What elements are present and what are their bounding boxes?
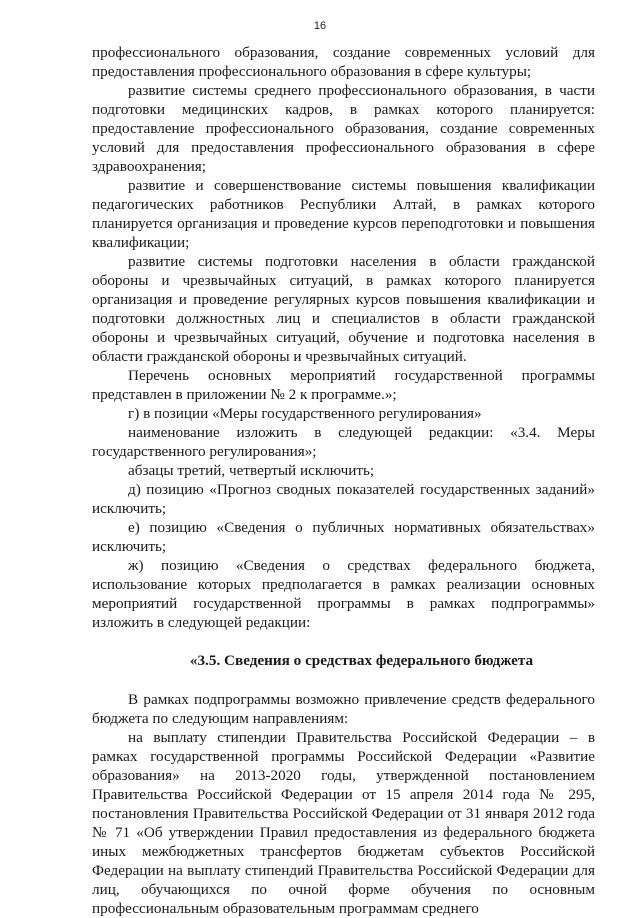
paragraph: г) в позиции «Меры государственного регулирования» [128, 405, 482, 422]
section-heading: «3.5. Сведения о средствах федерального бюджета [189, 652, 534, 669]
paragraph: Перечень основных мероприятий государственной программы представлен в приложении № 2 к программе.»; [92, 367, 595, 403]
paragraph: на выплату стипендии Правительства Российской Федерации – в рамках государственной программы Российской Федерации «Развитие образования» на 2013-2020 годы, утвержденной постановлением Правительства Российской Федерации от 15 апреля 2014 года № 295, постановления Правительства Российской Федерации от 31 января 2012 года № 71 «Об утверждении Правил предоставления из федерального бюджета иных межбюджетных трансфертов бюджетам субъектов Российской Федерации на выплату стипендий Правительства Российской Федерации для лиц, обучающихся по очной форме обучения по основным профессиональным образовательным программам среднего [92, 729, 595, 917]
paragraph: развитие и совершенствование системы повышения квалификации педагогических работников Республики Алтай, в рамках которого планируется организация и проведение курсов переподготовки и повышения квалификации; [92, 177, 595, 251]
paragraph: ж) позицию «Сведения о средствах федерального бюджета, использование которых предполагается в рамках реализации основных мероприятий государственной программы в рамках подпрограммы» изложить в следующей редакции: [92, 557, 595, 631]
document-body [92, 43, 595, 918]
paragraph: д) позицию «Прогноз сводных показателей государственных заданий» исключить; [92, 481, 595, 517]
paragraph: развитие системы подготовки населения в области гражданской обороны и чрезвычайных ситуаций, в рамках которого планируется организация и проведение регулярных курсов повышения квалификации и подготовки должностных лиц и специалистов в области гражданской обороны и чрезвычайных ситуаций, обучение и подготовка населения в области гражданской обороны и чрезвычайных ситуаций. [92, 253, 595, 365]
paragraph: профессионального образования, создание современных условий для предоставления профессионального образования в сфере культуры; [92, 44, 595, 80]
paragraph: е) позицию «Сведения о публичных нормативных обязательствах» исключить; [92, 519, 595, 555]
page-number: 16 [313, 20, 327, 32]
paragraph: В рамках подпрограммы возможно привлечение средств федерального бюджета по следующим направлениям: [92, 691, 595, 727]
paragraph: наименование изложить в следующей редакции: «3.4. Меры государственного регулирования»; [92, 424, 595, 460]
paragraph: развитие системы среднего профессионального образования, в части подготовки медицинских кадров, в рамках которого планируется: предоставление профессионального образования, создание современных условий для предоставления профессионального образования в сфере здравоохранения; [92, 82, 595, 175]
paragraph: абзацы третий, четвертый исключить; [128, 462, 375, 479]
